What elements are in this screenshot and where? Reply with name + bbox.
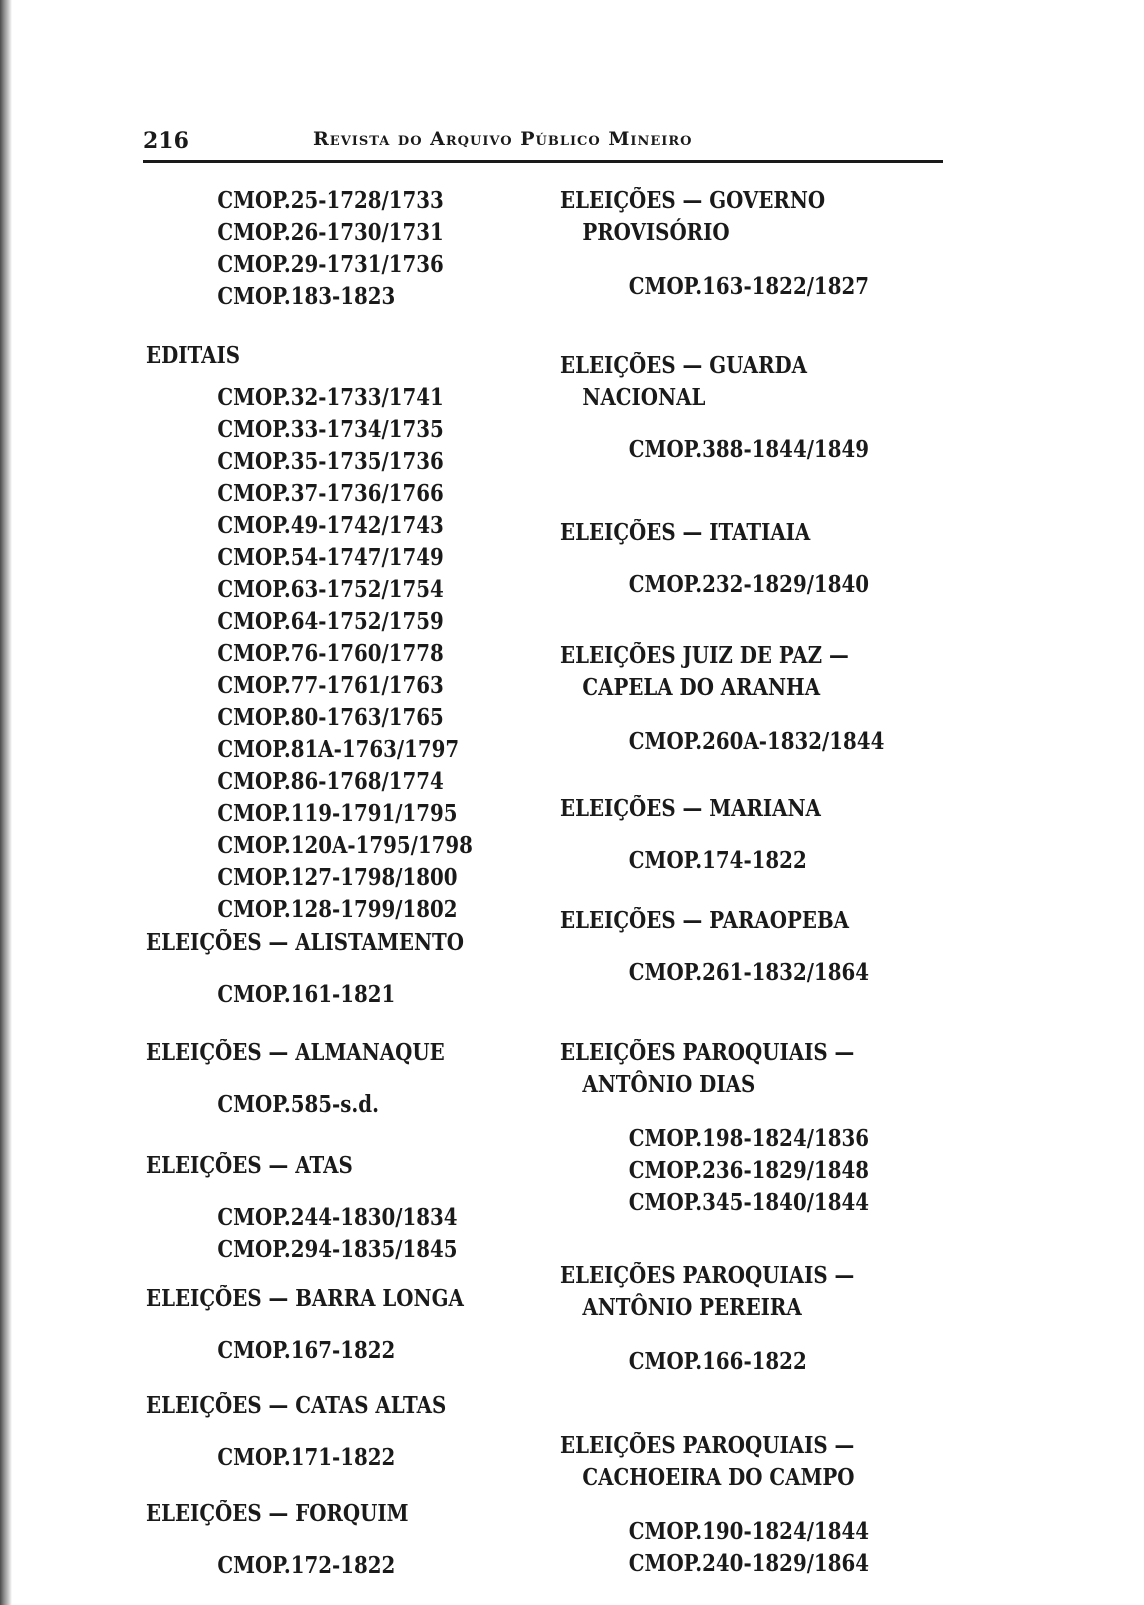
- catalog-code: CMOP.86-1768/1774: [217, 768, 444, 795]
- catalog-code: CMOP.294-1835/1845: [217, 1236, 458, 1263]
- catalog-code: CMOP.119-1791/1795: [217, 800, 458, 827]
- entry-heading-continuation: CACHOEIRA DO CAMPO: [582, 1464, 855, 1491]
- index-entry: [560, 1430, 869, 1580]
- entry-heading: ELEIÇÕES PAROQUIAIS —: [560, 1039, 855, 1066]
- catalog-code: CMOP.345-1840/1844: [628, 1189, 869, 1216]
- entry-heading-continuation: PROVISÓRIO: [582, 219, 730, 246]
- index-entry: [560, 640, 884, 758]
- entry-heading: ELEIÇÕES — ALMANAQUE: [146, 1039, 445, 1066]
- entry-heading: ELEIÇÕES — CATAS ALTAS: [146, 1392, 447, 1419]
- catalog-code: CMOP.54-1747/1749: [217, 544, 444, 571]
- catalog-code: CMOP.232-1829/1840: [628, 571, 869, 598]
- index-entry: [560, 1260, 854, 1378]
- catalog-code: CMOP.172-1822: [217, 1552, 396, 1579]
- entry-heading: ELEIÇÕES PAROQUIAIS —: [560, 1262, 855, 1289]
- index-entry: [146, 927, 464, 1011]
- catalog-code: CMOP.25-1728/1733: [217, 187, 444, 214]
- catalog-code: CMOP.163-1822/1827: [628, 273, 869, 300]
- catalog-code: CMOP.198-1824/1836: [628, 1125, 869, 1152]
- catalog-code: CMOP.49-1742/1743: [217, 512, 444, 539]
- catalog-code: CMOP.260A-1832/1844: [628, 728, 885, 755]
- catalog-code: CMOP.244-1830/1834: [217, 1204, 458, 1231]
- entry-heading: ELEIÇÕES JUIZ DE PAZ —: [560, 642, 849, 669]
- catalog-code: CMOP.127-1798/1800: [217, 864, 458, 891]
- entry-heading-continuation: CAPELA DO ARANHA: [582, 674, 821, 701]
- index-entry: [146, 1150, 458, 1266]
- catalog-code: CMOP.26-1730/1731: [217, 219, 444, 246]
- catalog-code: CMOP.261-1832/1864: [628, 959, 869, 986]
- catalog-code: CMOP.37-1736/1766: [217, 480, 444, 507]
- catalog-code: CMOP.81A-1763/1797: [217, 736, 460, 763]
- index-entry: [560, 1037, 869, 1219]
- entry-heading: ELEIÇÕES — MARIANA: [560, 795, 821, 822]
- entry-heading: ELEIÇÕES — ATAS: [146, 1152, 353, 1179]
- binding-edge: [0, 0, 12, 1605]
- index-entry: [146, 1498, 409, 1582]
- catalog-code: CMOP.76-1760/1778: [217, 640, 444, 667]
- index-entry: [560, 905, 869, 989]
- catalog-code: CMOP.80-1763/1765: [217, 704, 444, 731]
- index-entry: [146, 1390, 446, 1474]
- index-entry: [146, 1283, 464, 1367]
- entry-heading-continuation: ANTÔNIO PEREIRA: [582, 1294, 802, 1321]
- catalog-code: CMOP.236-1829/1848: [628, 1157, 869, 1184]
- catalog-code: CMOP.128-1799/1802: [217, 896, 458, 923]
- catalog-code: CMOP.33-1734/1735: [217, 416, 444, 443]
- entry-heading: EDITAIS: [146, 342, 241, 369]
- entry-heading: ELEIÇÕES — GUARDA: [560, 352, 808, 379]
- entry-heading: ELEIÇÕES — ALISTAMENTO: [146, 929, 464, 956]
- page-number: 216: [143, 128, 189, 154]
- catalog-code: CMOP.240-1829/1864: [628, 1550, 869, 1577]
- catalog-code: CMOP.77-1761/1763: [217, 672, 444, 699]
- index-entry: [146, 1037, 445, 1121]
- catalog-code: CMOP.161-1821: [217, 981, 396, 1008]
- catalog-code: CMOP.63-1752/1754: [217, 576, 444, 603]
- index-entry: [146, 185, 444, 313]
- catalog-code: CMOP.190-1824/1844: [628, 1518, 869, 1545]
- catalog-code: CMOP.32-1733/1741: [217, 384, 444, 411]
- index-entry: [560, 793, 821, 877]
- catalog-code: CMOP.35-1735/1736: [217, 448, 444, 475]
- entry-heading: ELEIÇÕES — GOVERNO: [560, 187, 826, 214]
- catalog-code: CMOP.388-1844/1849: [628, 436, 869, 463]
- catalog-code: CMOP.166-1822: [628, 1348, 807, 1375]
- entry-heading: ELEIÇÕES PAROQUIAIS —: [560, 1432, 855, 1459]
- catalog-code: CMOP.585-s.d.: [217, 1091, 379, 1118]
- entry-heading: ELEIÇÕES — ITATIAIA: [560, 519, 811, 546]
- catalog-code: CMOP.171-1822: [217, 1444, 396, 1471]
- entry-heading-continuation: NACIONAL: [582, 384, 706, 411]
- catalog-code: CMOP.120A-1795/1798: [217, 832, 473, 859]
- page-header: [143, 120, 943, 163]
- catalog-code: CMOP.183-1823: [217, 283, 396, 310]
- index-entry: [560, 185, 869, 303]
- index-entry: [560, 517, 869, 601]
- catalog-code: CMOP.64-1752/1759: [217, 608, 444, 635]
- running-title: Revista do Arquivo Público Mineiro: [313, 128, 693, 150]
- index-entry: [146, 340, 473, 926]
- entry-heading: ELEIÇÕES — BARRA LONGA: [146, 1285, 464, 1312]
- catalog-code: CMOP.174-1822: [628, 847, 807, 874]
- catalog-code: CMOP.29-1731/1736: [217, 251, 444, 278]
- entry-heading: ELEIÇÕES — FORQUIM: [146, 1500, 409, 1527]
- index-entry: [560, 350, 869, 466]
- catalog-code: CMOP.167-1822: [217, 1337, 396, 1364]
- entry-heading-continuation: ANTÔNIO DIAS: [582, 1071, 756, 1098]
- entry-heading: ELEIÇÕES — PARAOPEBA: [560, 907, 850, 934]
